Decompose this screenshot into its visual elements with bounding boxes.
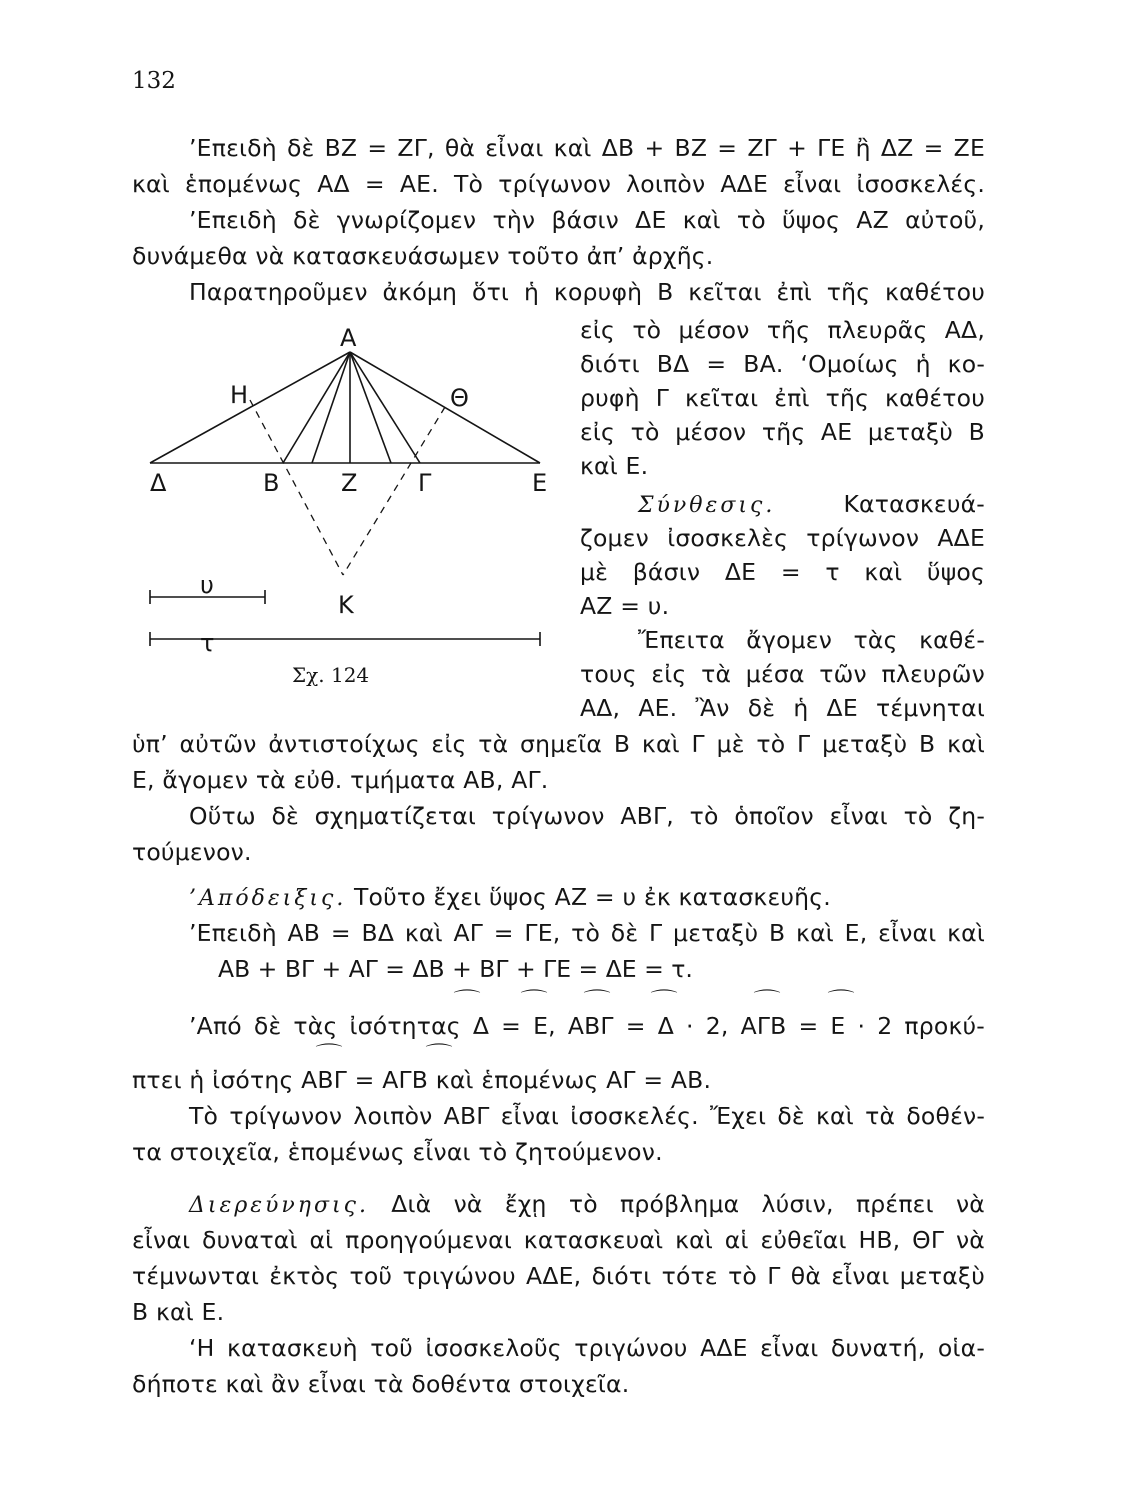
figure-124 [130, 310, 560, 660]
text-line: Οὕτω δὲ σχηματίζεται τρίγωνον ΑΒΓ, τὸ ὁποῖον εἶναι τὸ ζη- [189, 802, 985, 830]
segment-AB [283, 352, 350, 463]
section-text: Διὰ νὰ ἔχῃ τὸ πρόβλημα λύσιν, πρέπει νὰ [391, 1190, 985, 1218]
label-A: Α [340, 324, 357, 352]
segment-A-left [312, 352, 350, 463]
text-line: ρυφὴ Γ κεῖται ἐπὶ τῆς καθέτου [580, 384, 985, 412]
text-line: τους εἰς τὰ μέσα τῶν πλευρῶν [580, 660, 985, 688]
angle-hat: ⌒ [315, 1043, 343, 1064]
section-text: Κατασκευά- [843, 490, 985, 518]
text-line: τα στοιχεῖα, ἑπομένως εἶναι τὸ ζητούμενον. [132, 1138, 663, 1166]
text-line: ’Επειδὴ δὲ ΒΖ = ΖΓ, θὰ εἶναι καὶ ΔΒ + ΒΖ = ΖΓ + ΓΕ ἢ ΔΖ = ΖΕ [189, 134, 985, 162]
label-G: Γ [418, 469, 432, 497]
section-text: Τοῦτο ἔχει ὕψος ΑΖ = υ ἐκ κατασκευῆς. [354, 883, 831, 911]
label-Th: Θ [450, 384, 469, 412]
equation-perimeter: ΑΒ + ΒΓ + ΑΓ = ΔΒ + ΒΓ + ΓΕ = ΔΕ = τ. [218, 955, 693, 983]
label-E: Ε [532, 469, 548, 497]
angle-hat: ⌒ [425, 1043, 453, 1064]
text-line: Β καὶ Ε. [132, 1298, 225, 1326]
label-t: τ [200, 629, 215, 657]
angle-hat: ⌒ [520, 989, 548, 1010]
angle-hat: ⌒ [453, 989, 481, 1010]
text-line: τούμενον. [132, 838, 252, 866]
text-line: καὶ Ε. [580, 452, 649, 480]
label-D: Δ [150, 469, 167, 497]
section-label-discussion: Διερεύνησις. [189, 1193, 369, 1218]
text-line: ’Επειδὴ ΑΒ = ΒΔ καὶ ΑΓ = ΓΕ, τὸ δὲ Γ μεταξὺ Β καὶ Ε, εἶναι καὶ [189, 919, 985, 947]
text-line: ὑπ’ αὐτῶν ἀντιστοίχως εἰς τὰ σημεῖα Β καὶ Γ μὲ τὸ Γ μεταξὺ Β καὶ [132, 730, 985, 758]
label-B: Β [263, 469, 280, 497]
text-line: καὶ ἑπομένως ΑΔ = ΑΕ. Τὸ τρίγωνον λοιπὸν ΑΔΕ εἶναι ἰσοσκελές. [132, 170, 985, 198]
angle-hat: ⌒ [827, 989, 855, 1010]
label-H: Η [230, 381, 249, 409]
text-line [189, 880, 831, 916]
text-line: διότι ΒΔ = ΒΑ. ‘Ομοίως ἡ κο- [580, 350, 985, 378]
text-line: ζομεν ἰσοσκελὲς τρίγωνον ΑΔΕ [580, 524, 985, 552]
text-line: δυνάμεθα νὰ κατασκευάσωμεν τοῦτο ἀπ’ ἀρχῆς. [132, 242, 714, 270]
label-u: υ [200, 571, 214, 599]
text-line: εἰς τὸ μέσον τῆς ΑΕ μεταξὺ Β [580, 418, 985, 446]
text-line: πτει ἡ ἰσότης ΑΒΓ = ΑΓΒ καὶ ἑπομένως ΑΓ = ΑΒ. [132, 1066, 712, 1094]
text-line: ΑΔ, ΑΕ. Ἂν δὲ ἡ ΔΕ τέμνηται [580, 694, 985, 722]
text-line [189, 1187, 985, 1223]
text-line: Ἔπειτα ἄγομεν τὰς καθέ- [638, 626, 985, 654]
section-label-proof: ’Απόδειξις. [189, 886, 347, 911]
equation-angles: ’Από δὲ τὰς ἰσότητας Δ = Ε, ΑΒΓ = Δ · 2, ΑΓΒ = Ε · 2 προκύ- [189, 1012, 985, 1040]
angle-hat: ⌒ [753, 989, 781, 1010]
text-line: εἰς τὸ μέσον τῆς πλευρᾶς ΑΔ, [580, 316, 985, 344]
label-Z: Ζ [341, 469, 358, 497]
page-number: 132 [132, 68, 176, 94]
text-line: Παρατηροῦμεν ἀκόμη ὅτι ἡ κορυφὴ Β κεῖται ἐπὶ τῆς καθέτου [189, 278, 985, 306]
side-AD [150, 352, 350, 463]
text-line: Τὸ τρίγωνον λοιπὸν ΑΒΓ εἶναι ἰσοσκελές. Ἔχει δὲ καὶ τὰ δοθέν- [189, 1102, 985, 1130]
text-line: τέμνωνται ἐκτὸς τοῦ τριγώνου ΑΔΕ, διότι τότε τὸ Γ θὰ εἶναι μεταξὺ [132, 1262, 985, 1290]
angle-hat: ⌒ [650, 989, 678, 1010]
figure-caption: Σχ. 124 [292, 663, 370, 687]
text-line: ’Επειδὴ δὲ γνωρίζομεν τὴν βάσιν ΔΕ καὶ τὸ ὕψος ΑΖ αὐτοῦ, [189, 206, 985, 234]
text-line: δήποτε καὶ ἂν εἶναι τὰ δοθέντα στοιχεῖα. [132, 1370, 630, 1398]
angle-hat: ⌒ [583, 989, 611, 1010]
text-line: Ε, ἄγομεν τὰ εὐθ. τμήματα ΑΒ, ΑΓ. [132, 766, 549, 794]
text-line: μὲ βάσιν ΔΕ = τ καὶ ὕψος [580, 558, 985, 586]
text-line [638, 487, 985, 523]
section-label-synthesis: Σύνθεσις. [638, 493, 776, 518]
text-line: εἶναι δυναταὶ αἱ προηγούμεναι κατασκευαὶ καὶ αἱ εὐθεῖαι ΗΒ, ΘΓ νὰ [132, 1226, 985, 1254]
label-K: Κ [338, 591, 354, 619]
text-line: ‘Η κατασκευὴ τοῦ ἰσοσκελοῦς τριγώνου ΑΔΕ εἶναι δυνατή, οἱα- [189, 1334, 985, 1362]
text-line: ΑΖ = υ. [580, 592, 670, 620]
